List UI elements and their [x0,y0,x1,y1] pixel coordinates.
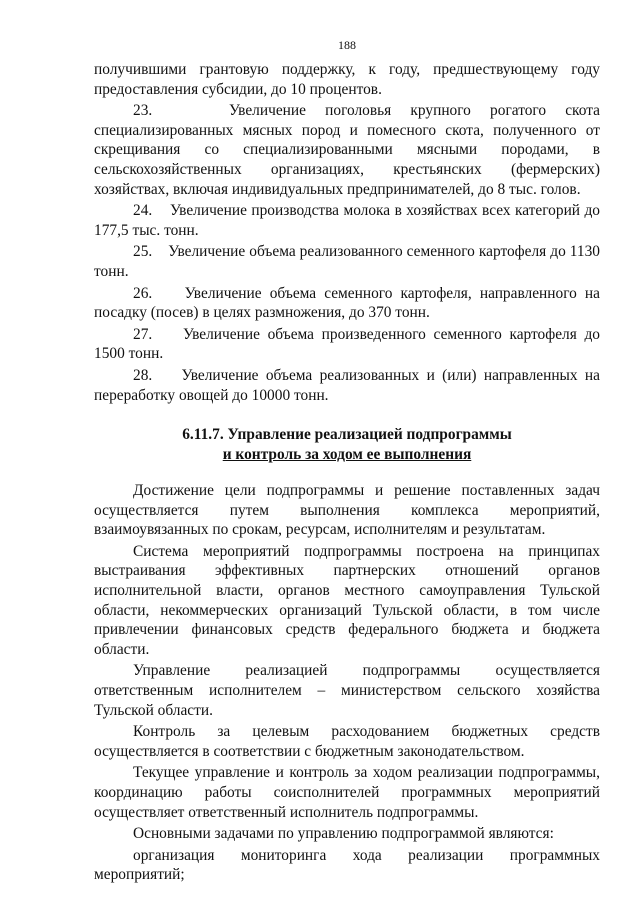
list-item-27: 27. Увеличение объема произведенного семенного картофеля до 1500 тонн. [94,325,600,363]
bottom-section [94,481,600,885]
paragraph-goal: Достижение цели подпрограммы и решение поставленных задач осуществляется путем выполнения комплекса мероприятий, взаимоувязанных по срокам, ресурсам, исполнителям и результатам. [94,482,600,539]
paragraph-control: Контроль за целевым расходованием бюджетных средств осуществляется в соответствии с бюджетным законодательством. [94,723,600,760]
list-item-28: 28. Увеличение объема реализованных и (или) направленных на переработку овощей до 10000 тонн. [94,366,600,404]
list-item-24: 24. Увеличение производства молока в хозяйствах всех категорий до 177,5 тыс. тонн. [94,202,600,239]
paragraph-tasks-intro: Основными задачами по управлению подпрограммой являются: [133,825,554,843]
section-heading [94,425,600,465]
paragraph-continuation: получившими грантовую поддержку, к году, предшествующему году предоставления субсидии, до 10 процентов. [94,61,600,98]
paragraph-management: Управление реализацией подпрограммы осуществляется ответственным исполнителем – министерством сельского хозяйства Тульской области. [94,662,600,719]
section-heading-line-1: 6.11.7. Управление реализацией подпрограммы [182,426,512,444]
list-item-25: 25. Увеличение объема реализованного семенного картофеля до 1130 тонн. [94,243,600,280]
list-item-23: 23. Увеличение поголовья крупного рогатого скота специализированных мясных пород и помесного скота, полученного от скрещивания со специализированными мясными породами, в сельскохозяйственных организациях, крестьянских (фермерских) хозяйствах, включая индивидуальных предпринимателей, до 8 тыс. голов. [94,102,600,198]
section-heading-line-2: и контроль за ходом ее выполнения [222,446,472,464]
paragraph-monitoring: организация мониторинга хода реализации программных мероприятий; [94,846,600,884]
paragraph-system: Система мероприятий подпрограммы построена на принципах выстраивания эффективных партнерских отношений органов исполнительной власти, органов местного самоуправления Тульской области, некоммерческих организаций Тульской области, в том числе привлечении финансовых средств федерального бюджета и бюджета области. [94,542,600,658]
top-section [94,60,600,405]
paragraph-current-management: Текущее управление и контроль за ходом реализации подпрограммы, координацию работы соисполнителей программных мероприятий осуществляет ответственный исполнитель подпрограммы. [94,764,600,821]
page-number: 188 [338,38,356,52]
document-page [94,38,600,887]
list-item-26: 26. Увеличение объема семенного картофеля, направленного на посадку (посев) в целях размножения, до 370 тонн. [94,284,600,322]
